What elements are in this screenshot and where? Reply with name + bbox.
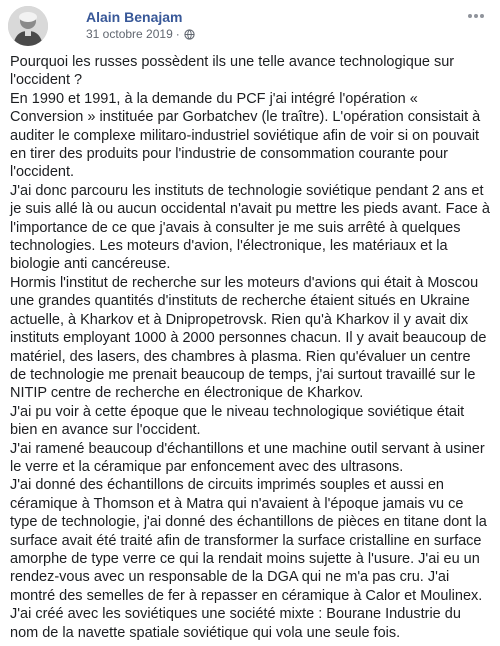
globe-icon[interactable] [184, 29, 195, 43]
post-header [8, 6, 492, 46]
post-text [10, 53, 490, 642]
more-options-icon[interactable] [464, 8, 488, 24]
post-paragraph: J'ai pu voir à cette époque que le niveau technologique soviétique était bien en avance sur l'occident. [10, 403, 465, 439]
post-meta [86, 27, 195, 43]
meta-separator: · [175, 27, 180, 41]
profile-photo [8, 6, 48, 46]
post-paragraph: J'ai donné des échantillons de circuits imprimés souples et aussi en céramique à Thomson et à Matra qui n'avaient à l'époque jamais vu ce type de technologie, j'ai donné des échantillons de pièces en titane dont la surface avait été traité afin de transformer la surface cristalline en surface amorphe de type verre ce qui la rendait moins sujette à l'usure. J'ai eu un rendez-vous avec un responsable de la DGA qui ne m'a pas cru. J'ai montré des semelles de fer à repasser en céramique à Calor et Moulinex. J'ai créé avec les soviétiques une société mixte : Bourane Industrie du nom de la navette spatiale soviétique qui vola une seule fois. [10, 477, 487, 641]
post-paragraph: Pourquoi les russes possèdent ils une telle avance technologique sur l'occident ? [10, 54, 455, 89]
avatar[interactable] [8, 6, 48, 46]
post-paragraph: J'ai donc parcouru les instituts de technologie soviétique pendant 2 ans et je suis allé là ou aucun occidental n'avait pu mettre les pieds avant. Face à l'importance de ce que j'avais à consulter je me suis arrêté à quelques technologies. Les moteurs d'avion, l'électronique, les matériaux et la biologie anti cancéreuse. [10, 182, 490, 273]
author-name[interactable]: Alain Benajam [86, 9, 183, 25]
post-paragraph: J'ai ramené beaucoup d'échantillons et une machine outil servant à usiner le verre et la céramique par enfoncement avec des ultrasons. [10, 440, 485, 475]
post-paragraph: Hormis l'institut de recherche sur les moteurs d'avions qui était à Moscou une grandes quantités d'instituts de recherche étaient situés en Ukraine actuelle, à Kharkov et à Dnipropetrovsk. Rien qu'à Kharkov il y avait dix instituts employant 1000 à 2000 personnes chacun. Il y avait beaucoup de matériel, des lasers, des chambres à plasma. Rien qu'évaluer un centre de technologie me prenait beaucoup de temps, j'ai surtout travaillé sur le NITIP centre de recherche en électronique de Kharkov. [10, 274, 487, 402]
post-paragraph: En 1990 et 1991, à la demande du PCF j'ai intégré l'opération « Conversion » instituée par Gorbatchev (le traître). L'opération consistait à auditer le complexe militaro-industriel soviétique afin de voir si on pouvait en tirer des produits pour l'industrie de consommation courante pour l'occident. [10, 90, 481, 181]
post-date[interactable]: 31 octobre 2019 [86, 27, 173, 41]
